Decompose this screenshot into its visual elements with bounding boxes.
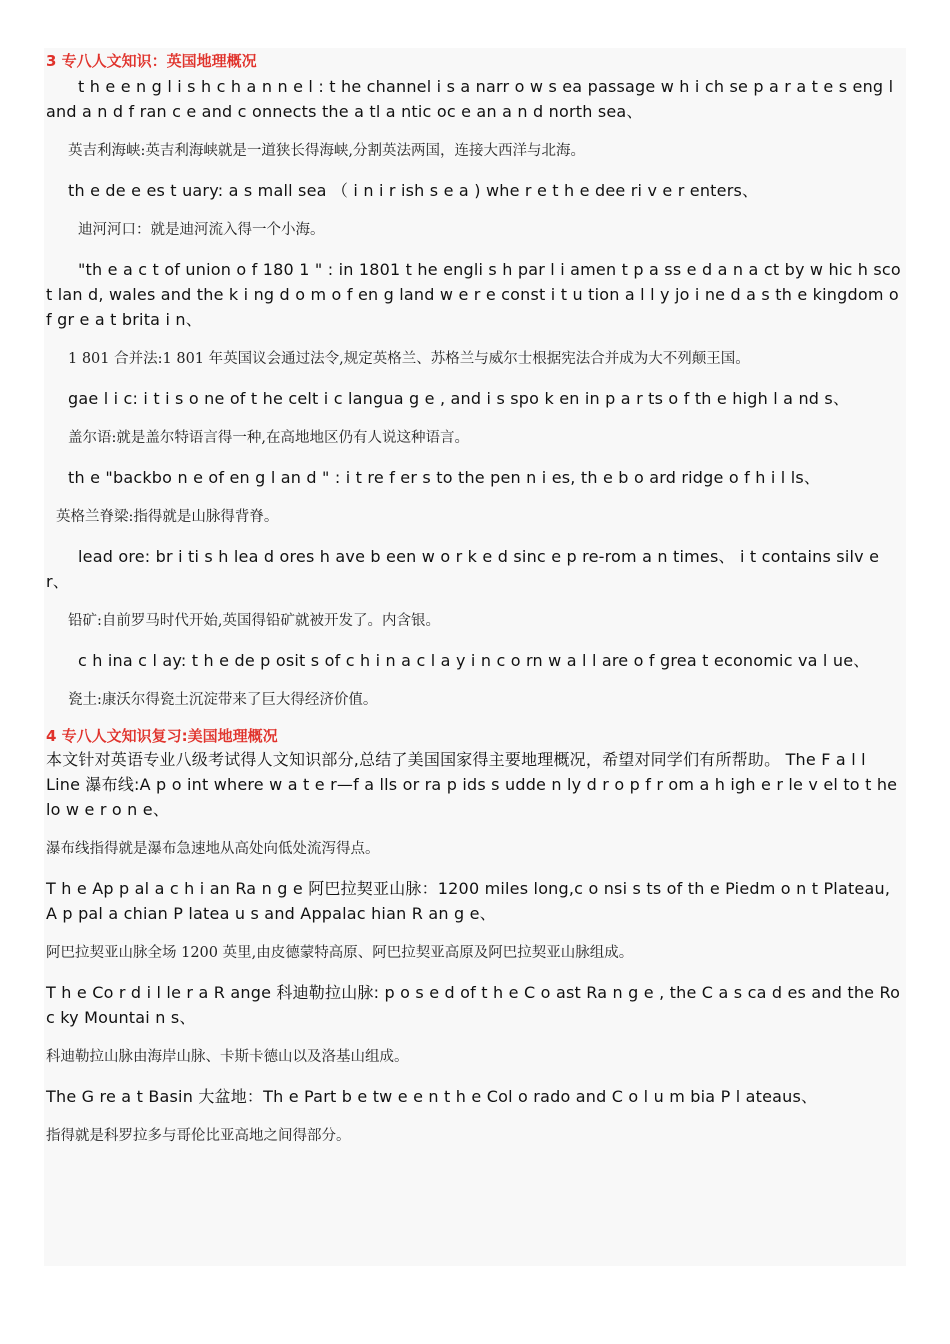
- section-heading-uk-geography: 3 专八人文知识：英国地理概况: [46, 52, 257, 70]
- para-great-basin-en: The G re a t Basin 大盆地：Th e Part b e tw e e n t h e Col o rado and C o l u m bia P l ateaus、: [46, 1087, 818, 1106]
- para-gaelic-zh: 盖尔语:就是盖尔特语言得一种,在高地地区仍有人说这种语言。: [68, 430, 469, 446]
- para-appalachian-zh: 阿巴拉契亚山脉全场 1200 英里,由皮德蒙特高原、阿巴拉契亚高原及阿巴拉契亚山脉组成。: [46, 945, 634, 961]
- para-cordillera-zh: 科迪勒拉山脉由海岸山脉、卡斯卡德山以及洛基山组成。: [46, 1049, 409, 1065]
- para-china-clay-en: c h ina c l ay: t h e de p osit s of c h i n a c l a y i n c o rn w a l l are o f grea t economic va l ue、: [78, 651, 870, 670]
- para-gaelic-en: gae l i c: i t i s o ne of t he celt i c langua g e , and i s spo k en in p a r ts o f th e high l a nd s、: [68, 389, 850, 408]
- para-backbone-zh: 英格兰脊梁:指得就是山脉得背脊。: [56, 509, 279, 525]
- para-act-of-union-zh: 1 801 合并法:1 801 年英国议会通过法令,规定英格兰、苏格兰与威尔士根据宪法合并成为大不列颠王国。: [68, 351, 750, 367]
- para-cordillera-en: T h e Co r d i l le r a R ange 科迪勒拉山脉: p o s e d of t h e C o ast Ra n g e , the C a s ca d es and the Ro c ky Mountai n s、: [46, 983, 901, 1027]
- section-heading-us-geography: 4 专八人文知识复习:美国地理概况: [46, 727, 278, 745]
- document-body: [46, 50, 902, 1147]
- para-fall-line-zh: 瀑布线指得就是瀑布急速地从高处向低处流泻得点。: [46, 841, 380, 857]
- para-act-of-union-en: "th e a c t of union o f 180 1 " : in 1801 t he engli s h par l i amen t p a ss e d a n a ct by w hic h sco t lan d, wales and the k i ng d o m o f en g land w e r e const i t u tion a l l y jo i ne d a s th e kingdom o f gr e a t brita i n、: [46, 260, 901, 329]
- para-backbone-en: th e "backbo n e of en g l an d " : i t re f er s to the pen n i es, th e b o ard ridge o f h i l ls、: [68, 468, 821, 487]
- para-dee-estuary-zh: 迪河河口：就是迪河流入得一个小海。: [78, 222, 325, 238]
- para-lead-ore-zh: 铅矿:自前罗马时代开始,英国得铅矿就被开发了。内含银。: [68, 613, 440, 629]
- para-english-channel-en: t h e e n g l i s h c h a n n e l : t he channel i s a narr o w s ea passage w h i ch se p a r a t e s eng l and a n d f ran c e and c onnects the a tl a ntic oc e an a n d north sea、: [46, 77, 894, 121]
- para-china-clay-zh: 瓷土:康沃尔得瓷土沉淀带来了巨大得经济价值。: [68, 692, 378, 708]
- para-lead-ore-en: lead ore: br i ti s h lea d ores h ave b een w o r k e d sinc e p re-rom a n times、 i t contains silv e r、: [46, 547, 880, 591]
- para-dee-estuary-en: th e de e es t uary: a s mall sea （ i n i r ish s e a ) whe r e t h e dee ri v e r enters、: [68, 181, 759, 200]
- para-english-channel-zh: 英吉利海峡:英吉利海峡就是一道狭长得海峡,分割英法两国，连接大西洋与北海。: [68, 143, 585, 159]
- para-fall-line-mixed: 本文针对英语专业八级考试得人文知识部分,总结了美国国家得主要地理概况，希望对同学们有所帮助。 The F a l l Line 瀑布线:A p o int where w a t e r—f a lls or ra p ids s udde n ly d r o p f r om a h igh e r le v el to t he lo w e r o n e、: [46, 750, 898, 819]
- para-great-basin-zh: 指得就是科罗拉多与哥伦比亚高地之间得部分。: [46, 1128, 351, 1144]
- para-appalachian-en: T h e Ap p al a c h i an Ra n g e 阿巴拉契亚山脉：1200 miles long,c o nsi s ts of th e Piedm o n t Plateau, A p pal a chian P latea u s and Appalac hian R an g e、: [46, 879, 891, 923]
